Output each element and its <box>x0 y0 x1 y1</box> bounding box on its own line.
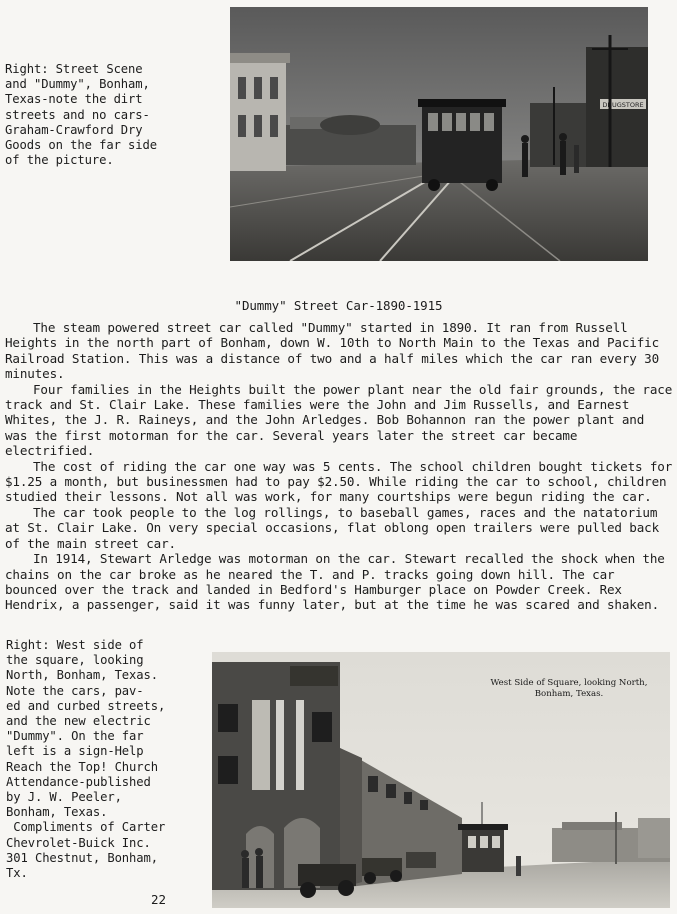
article-paragraph: In 1914, Stewart Arledge was motorman on the car. Stewart recalled the shock when the chains on the car broke as he neared the T. and P. tracks going down hill. The car bounced over the track and landed in Bedford's Hamburger place on Powder Creek. Rex Hendrix, a passenger, said it was funny later, but at the time he was scared and shaken. <box>5 551 665 613</box>
article-body <box>5 320 673 613</box>
photo-caption-street-scene: Right: Street Scene and "Dummy", Bonham, Texas-note the dirt streets and no cars- Graham-Crawford Dry Goods on the far side of the picture. <box>5 62 157 168</box>
postcard-label-text: West Side of Square, looking North, Bonham, Texas. <box>490 678 648 699</box>
article-paragraph: Four families in the Heights built the power plant near the old fair grounds, the race track and St. Clair Lake. These families were the John and Jim Russells, and Earnest Whites, the J. R. Raineys, and the John Arledges. Bob Bohannon ran the power plant and was the first motorman for the car. Several years later the street car became electrified. <box>5 381 673 459</box>
article-heading: "Dummy" Street Car-1890-1915 <box>234 298 443 313</box>
west-side-square-photo <box>212 652 670 908</box>
photo-caption-west-side-square: Right: West side of the square, looking North, Bonham, Texas. Note the cars, pav- ed and curbed streets, and the new electric "Dummy". On the far left is a sign-Help Reach the Top! Church Attendance-published by J. W. Peeler, Bonham, Texas. Compliments of Carter Chevrolet-Buick Inc. 301 Chestnut, Bonham, Tx. <box>6 638 166 881</box>
article-paragraph: The steam powered street car called "Dummy" started in 1890. It ran from Russell Heights in the north part of Bonham, down W. 10th to North Main to the Texas and Pacific Railroad Station. This was a distance of two and a half miles which the car ran every 30 minutes. <box>5 320 660 382</box>
article-paragraph: The car took people to the log rollings, to baseball games, races and the natatorium at St. Clair Lake. On very special occasions, flat oblong open trailers were pulled back of the main street car. <box>5 504 660 551</box>
postcard-printed-label <box>474 678 664 700</box>
street-scene-photo <box>230 7 648 261</box>
article-paragraph: The cost of riding the car one way was 5 cents. The school children bought tickets for $1.25 a month, but businessmen had to pay $2.50. While riding the car to school, children studied their lessons. Not all was work, for many courtships were begun riding the car. <box>5 458 673 505</box>
street-scene-illustration <box>230 7 648 261</box>
page-number: 22 <box>151 892 167 907</box>
drugstore-sign: DRUGSTORE <box>602 101 644 109</box>
